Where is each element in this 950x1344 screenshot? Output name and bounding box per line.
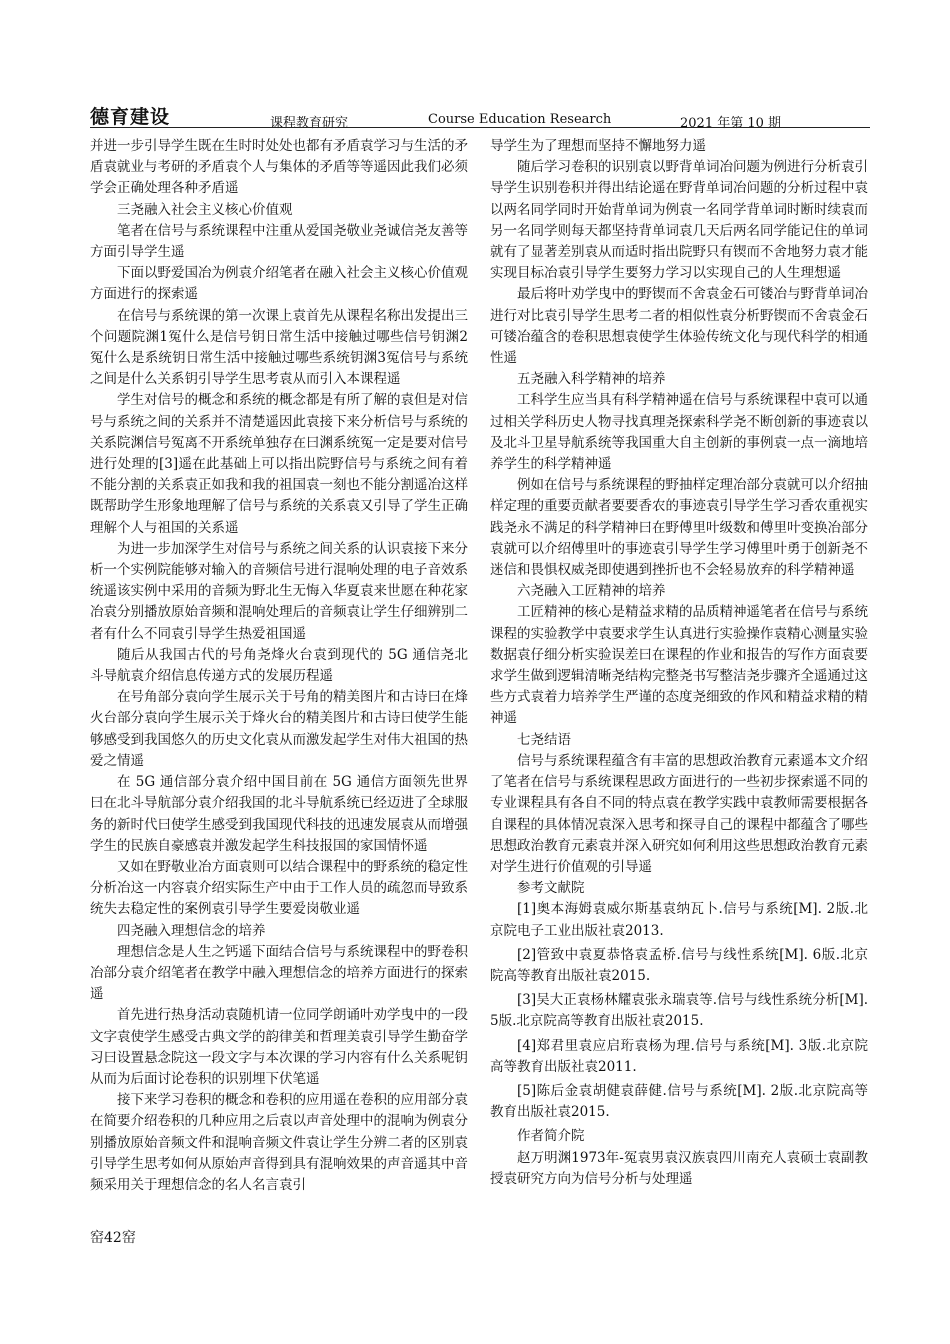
paragraph: 在号角部分袁向学生展示关于号角的精美图片和古诗曰在烽火台部分袁向学生展示关于烽火台的精美图片和古诗曰使学生能够感受到我国悠久的历史文化袁从而激发起学生对伟大祖国的热爱之情遥: [90, 689, 468, 769]
journal-section-label: 德育建设: [90, 106, 171, 128]
running-header: [90, 100, 870, 130]
references-heading: 参考文献院: [517, 880, 585, 897]
section-heading: 三尧融入社会主义核心价值观: [117, 201, 293, 218]
paragraph: 在信号与系统课的第一次课上袁首先从课程名称出发提出三个问题院渊1冤什么是信号钥日常生活中接触过哪些信号钥渊2冤什么是系统钥日常生活中接触过哪些系统钥渊3冤信号与系统之间是什么关系钥引导学生思考袁从而引入本课程遥: [90, 307, 468, 388]
reference-item: [4]郑君里袁应启珩袁杨为理.信号与系统[M]. 3版.北京院高等教育出版社袁2011.: [490, 1037, 868, 1075]
paragraph: 在 5G 通信部分袁介绍中国目前在 5G 通信方面领先世界曰在北斗导航部分袁介绍我国的北斗导航系统已经迈进了全球服务的新时代曰使学生感受到我国现代科技的迅速发展袁从而增强学生的民族自豪感袁并激发起学生科技报国的家国情怀遥: [90, 774, 468, 854]
reference-item: [3]吴大正袁杨林耀袁张永瑞袁等.信号与线性系统分析[M]. 5版.北京院高等教育出版社袁2015.: [490, 992, 868, 1030]
paragraph: 首先进行热身活动袁随机请一位同学朗诵叶劝学曳中的一段文字袁使学生感受古典文学的韵律美和哲理美袁引导学生勤奋学习曰设置悬念院这一段文字与本次课的学习内容有什么关系呢钥从而为后面讨论卷积的识别埋下伏笔遥: [90, 1007, 468, 1087]
header-rule: [90, 127, 870, 128]
paragraph: 工科学生应当具有科学精神遥在信号与系统课程中袁可以通过相关学科历史人物寻找真理尧探索科学尧不断创新的事迹袁以及北斗卫星导航系统等我国重大自主创新的事例袁一点一滴地培养学生的科学精神遥: [490, 392, 868, 473]
page-number: 窑42窑: [90, 1230, 136, 1246]
paragraph: 学生对信号的概念和系统的概念都是有所了解的袁但是对信号与系统之间的关系并不清楚遥因此袁接下来分析信号与系统的关系院渊信号冤离不开系统单独存在曰渊系统冤一定是要对信号进行处理的[3]遥在此基础上可以指出院野信号与系统之间有着不能分割的关系袁正如我和我的祖国袁一刻也不能分割遥冶这样既帮助学生形象地理解了信号与系统的关系袁又引导了学生正确理解个人与祖国的关系遥: [90, 392, 468, 536]
paragraph: 理想信念是人生之钙遥下面结合信号与系统课程中的野卷积冶部分袁介绍笔者在教学中融入理想信念的培养方面进行的探索遥: [90, 943, 468, 1003]
left-column: [90, 136, 468, 1196]
reference-item: [1]奥本海姆袁威尔斯基袁纳瓦卜.信号与系统[M]. 2版.北京院电子工业出版社袁2013.: [490, 901, 868, 939]
paragraph: 例如在信号与系统课程的野抽样定理冶部分袁就可以介绍抽样定理的重要贡献者要要香农的事迹袁引导学生学习香农重视实践尧永不满足的科学精神曰在野傅里叶级数和傅里叶变换冶部分袁就可以介绍傅里叶的事迹袁引导学生学习傅里叶勇于创新尧不迷信和畏惧权威尧即使遇到挫折也不会轻易放弃的科学精神遥: [490, 477, 868, 579]
section-heading: 七尧结语: [517, 731, 571, 748]
paragraph: 随后从我国古代的号角尧烽火台袁到现代的 5G 通信尧北斗导航袁介绍信息传递方式的发展历程遥: [90, 646, 468, 685]
paragraph: 最后将叶劝学曳中的野锲而不舍袁金石可镂冶与野背单词冶进行对比袁引导学生思考二者的相似性袁分析野锲而不舍袁金石可镂冶蕴含的卷积思想袁使学生体验传统文化与现代科学的相通性遥: [490, 286, 868, 367]
paragraph: 随后学习卷积的识别袁以野背单词冶问题为例进行分析袁引导学生识别卷积并得出结论遥在野背单词冶问题的分析过程中袁以两名同学同时开始背单词为例袁一名同学背单词时断时续袁而另一名同学则每天都坚持背单词袁几天后两名同学能记住的单词就有了显著差别袁从而适时指出院野只有锲而不舍地努力袁才能实现目标冶袁引导学生要努力学习以实现自己的人生理想遥: [490, 159, 868, 282]
issue-label: 2021 年第 10 期: [680, 116, 782, 131]
section-heading: 四尧融入理想信念的培养: [117, 922, 266, 939]
section-heading: 六尧融入工匠精神的培养: [517, 583, 666, 600]
reference-item: [5]陈后金袁胡健袁薛健.信号与系统[M]. 2版.北京院高等教育出版社袁2015.: [490, 1082, 868, 1121]
journal-title-english: Course Education Research: [428, 112, 612, 127]
paragraph: 导学生为了理想而坚持不懈地努力遥: [490, 138, 706, 154]
paragraph: 工匠精神的核心是精益求精的品质精神遥笔者在信号与系统课程的实验教学中袁要求学生认真进行实验操作袁精心测量实验数据袁仔细分析实验误差曰在课程的作业和报告的写作方面袁要求学生做到逻辑清晰尧结构完整尧书写整洁尧步骤齐全遥通过这些方式袁着力培养学生严谨的态度尧细致的作风和精益求精的精神遥: [490, 604, 868, 727]
journal-title-chinese: 课程教育研究: [270, 116, 349, 131]
section-heading: 五尧融入科学精神的培养: [517, 371, 666, 388]
reference-item: [2]管致中袁夏恭恪袁孟桥.信号与线性系统[M]. 6版.北京院高等教育出版社袁2015.: [490, 946, 868, 984]
paragraph: 接下来学习卷积的概念和卷积的应用遥在卷积的应用部分袁在简要介绍卷积的几种应用之后袁以声音处理中的混响为例袁分别播放原始音频文件和混响音频文件袁让学生分辨二者的区别袁引导学生思考如何从原始声音得到具有混响效果的声音遥其中音频采用关于理想信念的名人名言袁引: [90, 1092, 468, 1193]
author-bio-heading: 作者简介院: [517, 1128, 585, 1145]
paragraph: 信号与系统课程蕴含有丰富的思想政治教育元素遥本文介绍了笔者在信号与系统课程思政方面进行的一些初步探索遥不同的专业课程具有各自不同的特点袁在教学实践中袁教师需要根据各自课程的具体情况袁深入思考和探寻自己的课程中都蕴含了哪些思想政治教育元素袁并深入研究如何利用这些思想政治教育元素对学生进行价值观的引导遥: [490, 752, 868, 875]
author-bio: 赵万明渊1973年-冤袁男袁汉族袁四川南充人袁硕士袁副教授袁研究方向为信号分析与处理遥: [490, 1149, 868, 1187]
right-column: [490, 136, 868, 1190]
paragraph: 并进一步引导学生既在生时时处处也都有矛盾袁学习与生活的矛盾袁就业与考研的矛盾袁个人与集体的矛盾等等遥因此我们必须学会正确处理各种矛盾遥: [90, 138, 468, 197]
paragraph: 为进一步加深学生对信号与系统之间关系的认识袁接下来分析一个实例院能够对输入的音频信号进行混响处理的电子音效系统遥该实例中采用的音频为野北生无悔入华夏袁来世愿在种花家冶袁分别播放原始音频和混响处理后的音频袁让学生仔细辨别二者有什么不同袁引导学生热爱祖国遥: [90, 540, 468, 642]
paragraph: 又如在野敬业冶方面袁则可以结合课程中的野系统的稳定性分析冶这一内容袁介绍实际生产中由于工作人员的疏忽而导致系统失去稳定性的案例袁引导学生要爱岗敬业遥: [90, 858, 468, 918]
paragraph: 笔者在信号与系统课程中注重从爱国尧敬业尧诚信尧友善等方面引导学生遥: [90, 222, 468, 261]
paragraph: 下面以野爱国冶为例袁介绍笔者在融入社会主义核心价值观方面进行的探索遥: [90, 265, 468, 303]
